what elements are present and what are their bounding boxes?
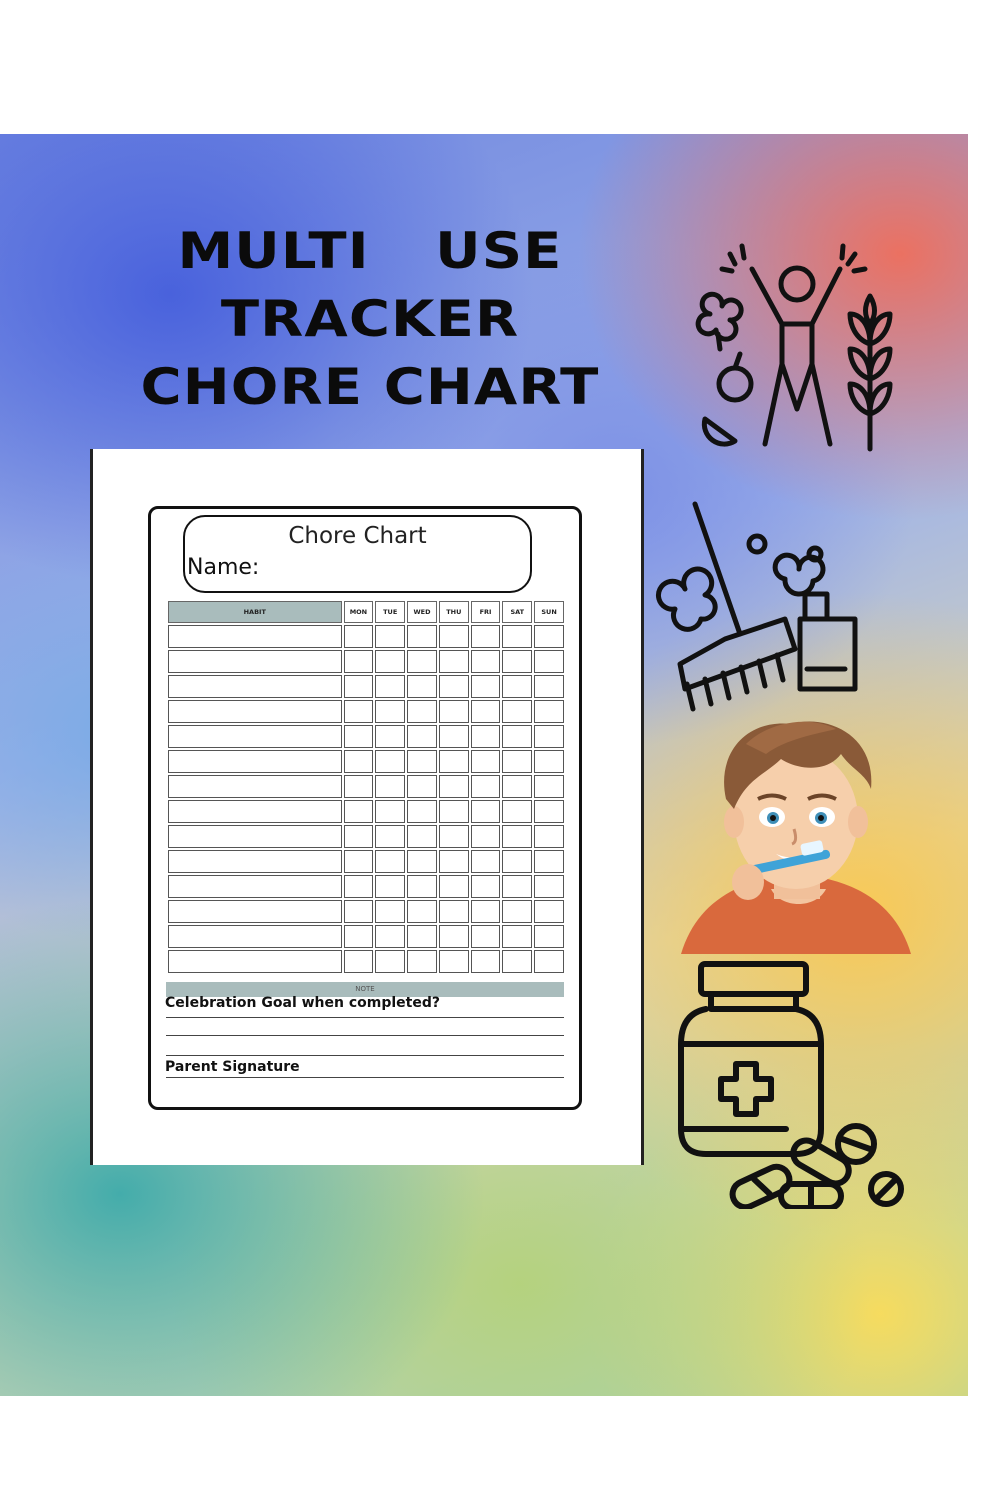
day-cell[interactable] — [344, 875, 374, 898]
day-cell[interactable] — [502, 725, 532, 748]
day-cell[interactable] — [471, 625, 501, 648]
day-cell[interactable] — [534, 825, 564, 848]
table-row — [168, 825, 564, 848]
day-cell[interactable] — [502, 750, 532, 773]
day-cell[interactable] — [439, 850, 469, 873]
day-cell[interactable] — [439, 775, 469, 798]
day-cell[interactable] — [344, 625, 374, 648]
goal-line — [166, 1035, 564, 1036]
day-cell[interactable] — [502, 625, 532, 648]
day-cell[interactable] — [344, 850, 374, 873]
habit-cell[interactable] — [168, 950, 342, 973]
habit-cell[interactable] — [168, 700, 342, 723]
broom-dustpan-icon — [655, 499, 865, 714]
day-cell[interactable] — [407, 875, 437, 898]
habit-cell[interactable] — [168, 775, 342, 798]
day-cell[interactable] — [439, 875, 469, 898]
day-cell[interactable] — [407, 625, 437, 648]
day-cell[interactable] — [439, 950, 469, 973]
habit-cell[interactable] — [168, 750, 342, 773]
day-cell[interactable] — [375, 700, 405, 723]
day-cell[interactable] — [407, 675, 437, 698]
day-cell[interactable] — [502, 950, 532, 973]
day-cell[interactable] — [439, 750, 469, 773]
day-cell[interactable] — [439, 700, 469, 723]
day-cell[interactable] — [439, 825, 469, 848]
day-cell[interactable] — [471, 725, 501, 748]
day-cell[interactable] — [344, 825, 374, 848]
day-cell[interactable] — [375, 800, 405, 823]
day-cell[interactable] — [344, 800, 374, 823]
day-cell[interactable] — [439, 800, 469, 823]
day-cell[interactable] — [534, 750, 564, 773]
day-cell[interactable] — [471, 750, 501, 773]
day-cell[interactable] — [375, 875, 405, 898]
parent-signature-label: Parent Signature — [165, 1059, 300, 1075]
day-cell[interactable] — [534, 900, 564, 923]
day-cell[interactable] — [471, 850, 501, 873]
poster-background — [0, 134, 968, 1396]
table-row — [168, 875, 564, 898]
note-bar: NOTE — [166, 982, 564, 997]
habit-cell[interactable] — [168, 800, 342, 823]
table-body — [168, 625, 564, 973]
name-label: Name: — [187, 555, 260, 580]
day-cell[interactable] — [375, 850, 405, 873]
table-row — [168, 750, 564, 773]
day-cell[interactable] — [471, 775, 501, 798]
day-cell[interactable] — [344, 900, 374, 923]
day-cell[interactable] — [471, 675, 501, 698]
healthy-lifestyle-icon — [690, 234, 920, 454]
day-cell[interactable] — [439, 675, 469, 698]
day-cell[interactable] — [439, 900, 469, 923]
day-cell[interactable] — [375, 725, 405, 748]
day-cell[interactable] — [375, 625, 405, 648]
habit-cell[interactable] — [168, 625, 342, 648]
day-cell[interactable] — [344, 925, 374, 948]
header-habit: HABIT — [168, 601, 342, 623]
day-cell[interactable] — [439, 650, 469, 673]
goal-line — [166, 1055, 564, 1056]
header-fri: FRI — [471, 601, 501, 623]
day-cell[interactable] — [344, 950, 374, 973]
day-cell[interactable] — [502, 675, 532, 698]
chart-frame — [148, 506, 582, 1110]
day-cell[interactable] — [439, 725, 469, 748]
habit-cell[interactable] — [168, 850, 342, 873]
day-cell[interactable] — [407, 800, 437, 823]
table-row — [168, 625, 564, 648]
medicine-bottle-pills-icon — [676, 959, 916, 1209]
day-cell[interactable] — [502, 825, 532, 848]
day-cell[interactable] — [344, 700, 374, 723]
table-row — [168, 725, 564, 748]
day-cell[interactable] — [502, 775, 532, 798]
goal-line — [166, 1017, 564, 1018]
day-cell[interactable] — [534, 700, 564, 723]
day-cell[interactable] — [502, 925, 532, 948]
day-cell[interactable] — [534, 800, 564, 823]
header-wed: WED — [407, 601, 437, 623]
habit-cell[interactable] — [168, 650, 342, 673]
day-cell[interactable] — [534, 675, 564, 698]
day-cell[interactable] — [534, 875, 564, 898]
headline-line-1: MULTI USE — [177, 222, 563, 280]
header-sat: SAT — [502, 601, 532, 623]
habit-cell[interactable] — [168, 725, 342, 748]
day-cell[interactable] — [471, 925, 501, 948]
day-cell[interactable] — [375, 650, 405, 673]
day-cell[interactable] — [407, 700, 437, 723]
celebration-goal-label: Celebration Goal when completed? — [165, 995, 441, 1011]
day-cell[interactable] — [502, 700, 532, 723]
chart-title: Chore Chart — [288, 523, 427, 549]
header-sun: SUN — [534, 601, 564, 623]
habit-cell[interactable] — [168, 875, 342, 898]
day-cell[interactable] — [407, 650, 437, 673]
day-cell[interactable] — [471, 800, 501, 823]
header-mon: MON — [344, 601, 374, 623]
day-cell[interactable] — [407, 775, 437, 798]
day-cell[interactable] — [534, 850, 564, 873]
day-cell[interactable] — [534, 950, 564, 973]
day-cell[interactable] — [375, 950, 405, 973]
day-cell[interactable] — [344, 675, 374, 698]
day-cell[interactable] — [534, 625, 564, 648]
day-cell[interactable] — [375, 675, 405, 698]
day-cell[interactable] — [344, 775, 374, 798]
day-cell[interactable] — [375, 825, 405, 848]
table-row — [168, 800, 564, 823]
day-cell[interactable] — [439, 625, 469, 648]
day-cell[interactable] — [407, 825, 437, 848]
day-cell[interactable] — [344, 725, 374, 748]
table-row — [168, 950, 564, 973]
habit-cell[interactable] — [168, 900, 342, 923]
day-cell[interactable] — [344, 750, 374, 773]
day-cell[interactable] — [344, 650, 374, 673]
day-cell[interactable] — [534, 650, 564, 673]
day-cell[interactable] — [375, 750, 405, 773]
day-cell[interactable] — [502, 875, 532, 898]
day-cell[interactable] — [407, 750, 437, 773]
signature-line — [166, 1077, 564, 1078]
table-row — [168, 650, 564, 673]
day-cell[interactable] — [471, 825, 501, 848]
day-cell[interactable] — [502, 800, 532, 823]
day-cell[interactable] — [375, 775, 405, 798]
headline-line-3: CHORE CHART — [140, 358, 600, 416]
day-cell[interactable] — [502, 650, 532, 673]
table-row — [168, 925, 564, 948]
day-cell[interactable] — [407, 900, 437, 923]
table-row — [168, 700, 564, 723]
day-cell[interactable] — [534, 725, 564, 748]
table-row — [168, 775, 564, 798]
day-cell[interactable] — [407, 850, 437, 873]
table-row — [168, 900, 564, 923]
day-cell[interactable] — [471, 650, 501, 673]
day-cell[interactable] — [471, 900, 501, 923]
habit-table — [166, 599, 566, 975]
day-cell[interactable] — [407, 725, 437, 748]
day-cell[interactable] — [471, 950, 501, 973]
day-cell[interactable] — [502, 900, 532, 923]
day-cell[interactable] — [534, 925, 564, 948]
day-cell[interactable] — [471, 875, 501, 898]
table-row — [168, 675, 564, 698]
title-box — [183, 515, 532, 593]
chore-chart-sheet — [90, 449, 644, 1165]
boy-brushing-teeth-illustration — [676, 714, 916, 959]
day-cell[interactable] — [375, 900, 405, 923]
habit-cell[interactable] — [168, 825, 342, 848]
day-cell[interactable] — [407, 925, 437, 948]
headline-line-2: TRACKER — [220, 290, 520, 348]
day-cell[interactable] — [407, 950, 437, 973]
habit-cell[interactable] — [168, 925, 342, 948]
day-cell[interactable] — [375, 925, 405, 948]
day-cell[interactable] — [471, 700, 501, 723]
day-cell[interactable] — [439, 925, 469, 948]
day-cell[interactable] — [502, 850, 532, 873]
header-tue: TUE — [375, 601, 405, 623]
table-header-row — [168, 601, 564, 623]
day-cell[interactable] — [534, 775, 564, 798]
habit-cell[interactable] — [168, 675, 342, 698]
table-row — [168, 850, 564, 873]
header-thu: THU — [439, 601, 469, 623]
